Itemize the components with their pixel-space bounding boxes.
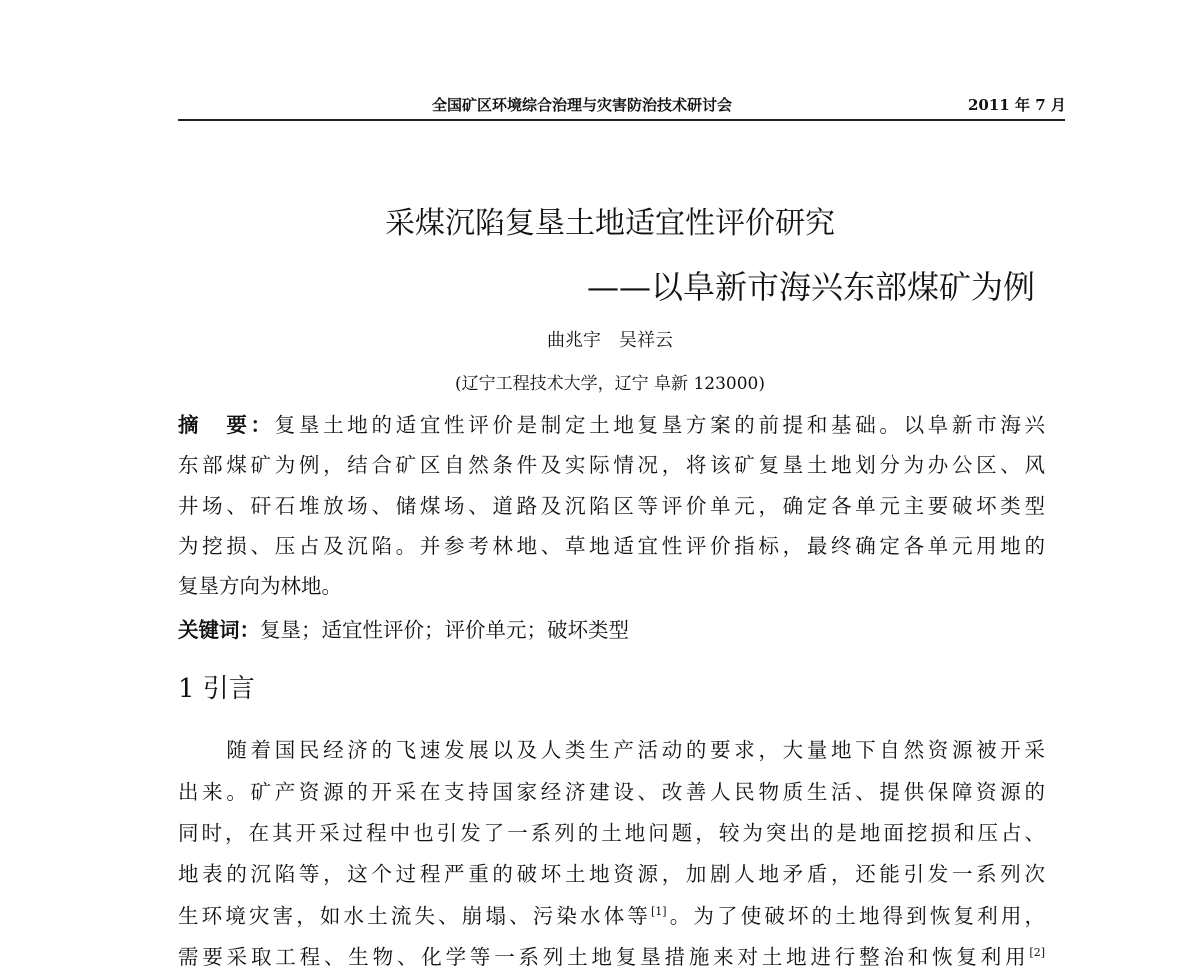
section-heading: 1 引言 (178, 674, 255, 704)
body-text: 生环境灾害，如水土流失、崩塌、污染水体等 (178, 904, 652, 928)
abstract-label: 摘 要： (178, 413, 275, 437)
authors: 曲兆宇 吴祥云 (547, 330, 673, 351)
body-text: 。为了使破坏的土地得到恢复利用， (666, 904, 1046, 928)
body-line (178, 940, 1045, 970)
body-line: 出来。矿产资源的开采在支持国家经济建设、改善人民物质生活、提供保障资源的 (178, 780, 1045, 804)
abstract-line: 为挖损、压占及沉陷。并参考林地、草地适宜性评价指标，最终确定各单元用地的 (178, 534, 1045, 558)
body-line (178, 899, 1045, 929)
body-text: 需要采取工程、生物、化学等一系列土地复垦措施来对土地进行整治和恢复利用 (178, 945, 1030, 969)
affiliation: (辽宁工程技术大学，辽宁 阜新 123000) (455, 374, 765, 394)
citation-ref: [2] (1029, 946, 1045, 959)
keywords-text: 复垦；适宜性评价；评价单元；破坏类型 (260, 618, 629, 642)
running-header-date: 2011 年 7 月 (968, 96, 1066, 114)
paper-subtitle: ——以阜新市海兴东部煤矿为例 (586, 268, 1035, 306)
abstract-line (178, 408, 1045, 438)
keywords (178, 613, 1045, 643)
abstract-line: 井场、矸石堆放场、储煤场、道路及沉陷区等评价单元，确定各单元主要破坏类型 (178, 494, 1045, 518)
body-line: 随着国民经济的飞速发展以及人类生产活动的要求，大量地下自然资源被开采 (178, 738, 1045, 762)
abstract-line: 复垦方向为林地。 (178, 574, 342, 598)
abstract-text: 复垦土地的适宜性评价是制定土地复垦方案的前提和基础。以阜新市海兴 (274, 413, 1046, 437)
abstract-line: 东部煤矿为例，结合矿区自然条件及实际情况，将该矿复垦土地划分为办公区、风 (178, 453, 1045, 477)
keywords-label: 关键词： (178, 618, 260, 642)
body-line: 同时，在其开采过程中也引发了一系列的土地问题，较为突出的是地面挖损和压占、 (178, 821, 1045, 845)
citation-ref: [1] (651, 905, 667, 918)
body-line: 地表的沉陷等，这个过程严重的破坏土地资源，加剧人地矛盾，还能引发一系列次 (178, 862, 1045, 886)
running-header-conference: 全国矿区环境综合治理与灾害防治技术研讨会 (432, 96, 733, 114)
paper-title: 采煤沉陷复垦土地适宜性评价研究 (385, 206, 835, 241)
header-rule (178, 119, 1065, 121)
